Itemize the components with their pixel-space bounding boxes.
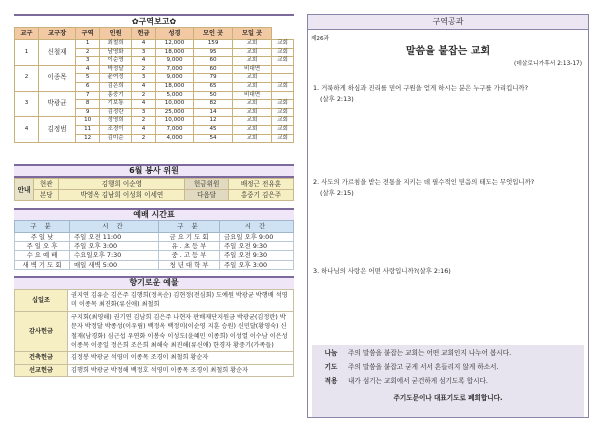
cell-next-place: 교회 xyxy=(272,100,294,109)
cell-district: 6 xyxy=(76,82,100,91)
service-names: 김행희 이순영 xyxy=(59,179,185,190)
schedule-service: 청 년 대 학 부 xyxy=(159,260,220,269)
service-row-label: 현관 xyxy=(34,179,59,190)
report-row xyxy=(15,40,294,49)
cell-district: 10 xyxy=(76,117,100,126)
cell-district: 9 xyxy=(76,108,100,117)
schedule-service: 유 . 초 등 부 xyxy=(159,242,220,251)
col-header: 모일 곳 xyxy=(233,28,272,40)
cell-next-place: 교회 xyxy=(272,57,294,66)
offering-title: 향기로운 예물 xyxy=(14,276,294,289)
cell-next-place xyxy=(272,91,294,100)
cell-bible: 65 xyxy=(194,82,233,91)
question-2 xyxy=(313,177,585,199)
cell-bible: 60 xyxy=(194,65,233,74)
group-leader: 김정범 xyxy=(38,117,75,143)
service-names: 배정근 전유훈 xyxy=(228,179,293,190)
lesson-reference: (데살로니가후서 2:13-17) xyxy=(513,61,582,67)
schedule-service: 중 . 고 등 부 xyxy=(159,251,220,260)
cell-district: 2 xyxy=(76,48,100,57)
group-leader: 이종목 xyxy=(38,65,75,91)
cell-members: 2 xyxy=(132,91,156,100)
schedule-table xyxy=(14,220,294,270)
cell-next-place: 교회 xyxy=(272,125,294,134)
service-mid-label: 다음달 xyxy=(185,190,229,201)
share-label: 나눔 xyxy=(324,349,338,357)
study-header: 구역공과 xyxy=(308,15,588,30)
cell-met-place: 교회 xyxy=(233,82,272,91)
schedule-header: 시 간 xyxy=(220,221,294,233)
cell-bible: 82 xyxy=(194,100,233,109)
report-header-row xyxy=(15,28,294,40)
cell-met-place: 교회 xyxy=(233,100,272,109)
col-header: 헌금 xyxy=(132,28,156,40)
apply-label: 적용 xyxy=(324,377,338,385)
closing-text: 주기도문이나 대표기도로 폐회합니다. xyxy=(393,394,503,402)
cell-met-place: 교회 xyxy=(233,108,272,117)
cell-next-place xyxy=(272,65,294,74)
cell-next-place xyxy=(272,74,294,83)
offering-table xyxy=(14,289,294,377)
col-header: 모인 곳 xyxy=(194,28,233,40)
schedule-header: 시 간 xyxy=(70,221,159,233)
cell-bible: 60 xyxy=(194,57,233,66)
offering-names: 김행희 박광균 박정해 백정호 석영미 이종목 조경이 최철희 황순자 xyxy=(68,364,294,376)
cell-met-place: 교회 xyxy=(233,40,272,49)
cell-offering: 9,000 xyxy=(155,57,193,66)
cell-leader: 조경이 xyxy=(100,125,132,134)
cell-members: 4 xyxy=(132,82,156,91)
cell-offering: 18,000 xyxy=(155,82,193,91)
service-table xyxy=(14,178,294,201)
schedule-time: 주일 오후 3:00 xyxy=(70,242,159,251)
cell-members: 3 xyxy=(132,108,156,117)
cell-met-place: 비대면 xyxy=(233,91,272,100)
lesson-title: 말씀을 붙잡는 교회 xyxy=(405,46,491,57)
service-mid-label: 헌금위원 xyxy=(185,179,229,190)
schedule-time: 주일 오전 11:00 xyxy=(70,233,159,242)
cell-met-place: 교회 xyxy=(233,125,272,134)
schedule-row xyxy=(15,251,294,260)
schedule-time: 금요일 오후 9:00 xyxy=(220,233,294,242)
service-row-label: 본당 xyxy=(34,190,59,201)
service-names: 홍중기 김은주 xyxy=(228,190,293,201)
offering-row xyxy=(15,290,294,312)
col-header: 구역 xyxy=(76,28,100,40)
cell-next-place: 교회 xyxy=(272,117,294,126)
cell-bible: 45 xyxy=(194,125,233,134)
pray-text: 주의 말씀을 붙잡고 굳게 서서 흔들리지 않게 하소서. xyxy=(348,363,499,371)
apply-text: 내가 섬기는 교회에서 굳건하게 섬기도록 합시다. xyxy=(348,377,488,385)
cell-offering: 7,000 xyxy=(155,125,193,134)
group-leader: 박광균 xyxy=(38,91,75,117)
schedule-time: 주일 오전 9:30 xyxy=(220,242,294,251)
cell-met-place: 교회 xyxy=(233,48,272,57)
cell-leader: 홍중기 xyxy=(100,91,132,100)
offering-names: 구지회(최영해) 권기연 김남희 김은주 나현자 판배재단지원금 박광균(김정란) 박문자 박정달 박종성(이우림) 백정옥 백정미(이순영 지훈 승원) 신민달(황영숙) 신철재(남경화) 심근섭 우연화 이봉숙 이성도(윤혜민 이종희) 이성열 이수남 이은성 이종목 이중일 정은희 조은희 최해숙 최진해(류신애) 한경자 황중기(가족들) xyxy=(68,311,294,352)
cell-offering: 9,000 xyxy=(155,74,193,83)
pray-label: 기도 xyxy=(324,363,338,371)
cell-leader: 김은희 xyxy=(100,82,132,91)
report-table xyxy=(14,27,294,143)
service-title: 6월 봉사 위원 xyxy=(14,164,294,178)
cell-leader: 김정란 xyxy=(100,108,132,117)
cell-members: 4 xyxy=(132,125,156,134)
cell-bible: 12 xyxy=(194,117,233,126)
cell-leader: 정영희 xyxy=(100,117,132,126)
col-header: 인원 xyxy=(100,28,132,40)
cell-members: 2 xyxy=(132,117,156,126)
report-row xyxy=(15,117,294,126)
cell-leader: 최철희 xyxy=(100,40,132,49)
cell-offering: 18,000 xyxy=(155,48,193,57)
schedule-header: 구 분 xyxy=(159,221,220,233)
cell-members: 4 xyxy=(132,100,156,109)
cell-leader: 남영화 xyxy=(100,48,132,57)
group-number: 3 xyxy=(15,91,39,117)
cell-members: 2 xyxy=(132,65,156,74)
col-header: 교구장 xyxy=(38,28,75,40)
cell-district: 3 xyxy=(76,57,100,66)
cell-met-place: 교회 xyxy=(233,57,272,66)
cell-bible: 54 xyxy=(194,134,233,143)
cell-met-place: 교회 xyxy=(233,134,272,143)
offering-category: 십일조 xyxy=(15,290,68,312)
cell-offering: 10,000 xyxy=(155,100,193,109)
schedule-service: 주 일 오 후 xyxy=(15,242,70,251)
col-header: 성경 xyxy=(155,28,193,40)
schedule-service: 주 일 낮 xyxy=(15,233,70,242)
cell-leader: 박정달 xyxy=(100,65,132,74)
offering-row xyxy=(15,311,294,352)
col-header: 교구 xyxy=(15,28,39,40)
cell-district: 4 xyxy=(76,65,100,74)
cell-next-place: 교회 xyxy=(272,134,294,143)
cell-leader: 윤여정 xyxy=(100,74,132,83)
question-1 xyxy=(313,83,585,105)
report-row xyxy=(15,91,294,100)
cell-bible: 95 xyxy=(194,48,233,57)
cell-offering: 12,000 xyxy=(155,40,193,49)
application-box xyxy=(312,345,584,417)
question-text: 3. 하나님의 사랑은 어떤 사랑입니까?(살후 2:16) xyxy=(313,267,451,275)
schedule-service: 금 요 기 도 회 xyxy=(159,233,220,242)
cell-bible: 79 xyxy=(194,74,233,83)
cell-offering: 10,000 xyxy=(155,117,193,126)
cell-leader: 김미순 xyxy=(100,134,132,143)
schedule-time: 매일 새벽 5:00 xyxy=(70,260,159,269)
offering-category: 선교헌금 xyxy=(15,364,68,376)
offering-category: 감사헌금 xyxy=(15,311,68,352)
schedule-time: 주일 오전 9:30 xyxy=(220,251,294,260)
schedule-service: 수 요 예 배 xyxy=(15,251,70,260)
schedule-row xyxy=(15,233,294,242)
share-text: 주의 말씀을 붙잡는 교회는 어떤 교회인지 나누어 봅시다. xyxy=(348,349,512,357)
offering-row xyxy=(15,352,294,364)
report-title: ✿구역보고✿ xyxy=(14,14,294,26)
cell-bible: 14 xyxy=(194,108,233,117)
cell-offering: 7,000 xyxy=(155,65,193,74)
group-number: 4 xyxy=(15,117,39,143)
schedule-time: 주일 오후 3:00 xyxy=(220,260,294,269)
question-text: 2. 사도의 가르침을 받는 전통을 지키는 데 필수적인 믿음의 태도는 무엇입니까? xyxy=(313,178,535,186)
cell-members: 4 xyxy=(132,40,156,49)
cell-members: 3 xyxy=(132,48,156,57)
cell-district: 12 xyxy=(76,134,100,143)
cell-met-place: 교회 xyxy=(233,74,272,83)
cell-next-place: 교회 xyxy=(272,82,294,91)
group-leader: 신철재 xyxy=(38,40,75,66)
cell-bible: 159 xyxy=(194,40,233,49)
schedule-time: 수요일오후 7:30 xyxy=(70,251,159,260)
group-number: 2 xyxy=(15,65,39,91)
cell-district: 11 xyxy=(76,125,100,134)
cell-next-place: 교회 xyxy=(272,48,294,57)
schedule-service: 새 벽 기 도 회 xyxy=(15,260,70,269)
cell-leader: 기보통 xyxy=(100,100,132,109)
cell-met-place: 비대면 xyxy=(233,65,272,74)
schedule-title: 예배 시간표 xyxy=(14,208,294,220)
lesson-number: 제26과 xyxy=(311,36,329,42)
cell-met-place: 교회 xyxy=(233,117,272,126)
group-number: 1 xyxy=(15,40,39,66)
cell-district: 8 xyxy=(76,100,100,109)
schedule-row xyxy=(15,260,294,269)
cell-district: 5 xyxy=(76,74,100,83)
cell-offering: 5,000 xyxy=(155,91,193,100)
service-names: 박영옥 김남희 이성희 이세연 xyxy=(59,190,185,201)
question-ref: (살후 2:15) xyxy=(320,189,354,197)
cell-members: 4 xyxy=(132,57,156,66)
study-panel xyxy=(307,14,589,418)
cell-offering: 4,000 xyxy=(155,134,193,143)
question-text: 1. 거룩하게 하심과 진리를 믿어 구원을 얻게 하시는 분은 누구를 가리킵니까? xyxy=(313,84,529,92)
schedule-row xyxy=(15,242,294,251)
offering-category: 건축헌금 xyxy=(15,352,68,364)
cell-next-place: 교회 xyxy=(272,40,294,49)
cell-bible: 50 xyxy=(194,91,233,100)
cell-members: 2 xyxy=(132,134,156,143)
cell-next-place: 교회 xyxy=(272,108,294,117)
question-ref: (살후 2:13) xyxy=(320,95,354,103)
cell-members: 3 xyxy=(132,74,156,83)
offering-row xyxy=(15,364,294,376)
question-3 xyxy=(313,266,585,277)
offering-names: 김정봉 박광균 석영미 이종목 조경이 최철희 황순자 xyxy=(68,352,294,364)
cell-district: 7 xyxy=(76,91,100,100)
offering-names: 권지연 김유순 김은주 김행희(정옥순) 김현정(전심회) 도예원 박광균 박행배 석영미 이종목 최진화(류신애) 최철희 xyxy=(68,290,294,312)
report-row xyxy=(15,65,294,74)
schedule-header: 구 분 xyxy=(15,221,70,233)
guide-label: 안내 xyxy=(15,179,34,201)
cell-district: 1 xyxy=(76,40,100,49)
cell-leader: 이순영 xyxy=(100,57,132,66)
cell-offering: 25,000 xyxy=(155,108,193,117)
